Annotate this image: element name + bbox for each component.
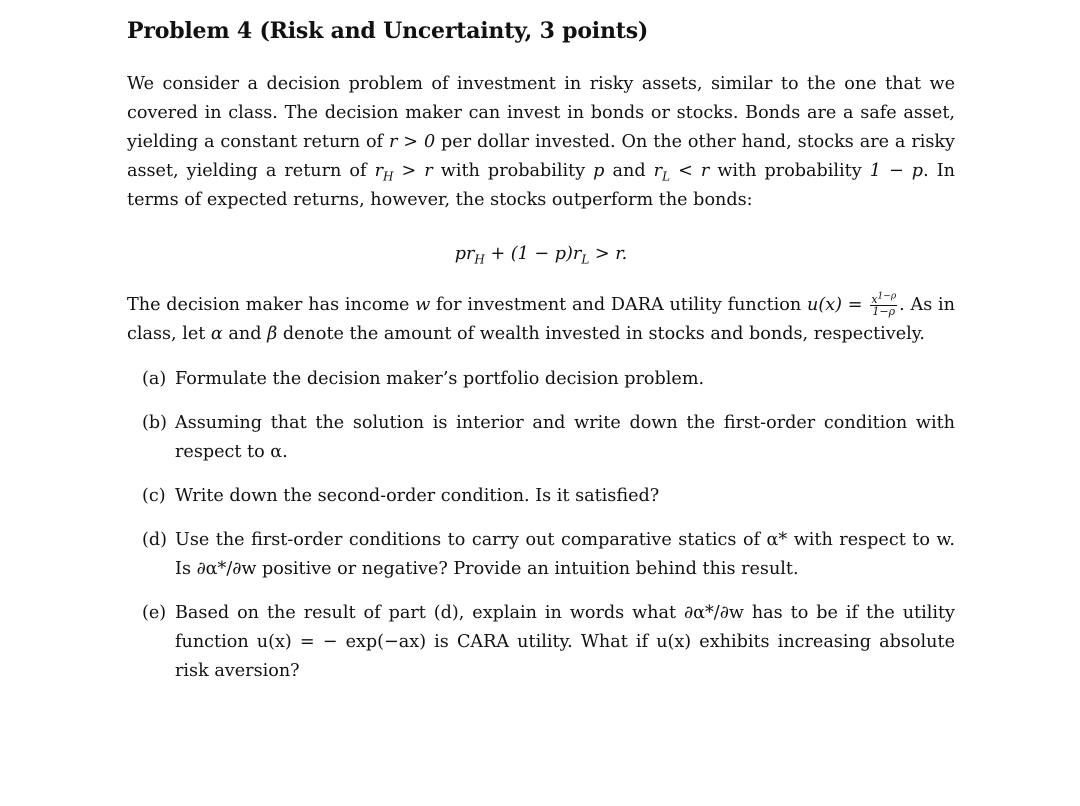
utility-text-1: The decision maker has income — [127, 295, 416, 315]
alpha-symbol: α — [210, 324, 223, 344]
return-bond-condition: r > 0 — [388, 132, 436, 152]
question-c — [127, 482, 955, 511]
utility-text-4: and — [222, 324, 268, 344]
question-label: (d) — [142, 530, 167, 550]
income-symbol: w — [415, 295, 431, 315]
utility-paragraph — [127, 291, 955, 349]
expected-return-equation: $pr_H + (1 - p)r_L > r$. — [454, 244, 628, 267]
question-label: (e) — [142, 603, 167, 623]
high-return-symbol: $r_H > r$ — [374, 161, 433, 184]
intro-text-3: with probability — [432, 161, 594, 181]
intro-text-1: We consider a decision problem of investment in risky assets, similar to the one that we covered in class. The decision maker can invest in bonds or stocks. Bonds are a safe asset, yielding a constant return of — [127, 74, 955, 152]
probability-symbol: p — [593, 161, 605, 181]
question-text: Formulate the decision maker’s portfolio decision problem. — [175, 369, 705, 389]
utility-text-3: . As in class, let — [127, 295, 955, 344]
low-return-symbol: $r_L < r$ — [653, 161, 710, 184]
utility-text-5: denote the amount of wealth invested in stocks and bonds, respectively. — [277, 324, 925, 344]
question-a — [127, 365, 955, 394]
question-e — [127, 599, 955, 686]
question-d — [127, 526, 955, 584]
utility-fraction: $\frac{x^{1-\rho}}{1-\rho}$ — [871, 290, 897, 318]
intro-paragraph — [127, 70, 955, 215]
intro-text-6: . In terms of expected returns, however, the stocks outperform the bonds: — [127, 161, 955, 210]
intro-text-5: with probability — [709, 161, 870, 181]
question-text: Assuming that the solution is interior and write down the first-order condition with respect to α. — [175, 413, 955, 462]
question-text: Use the first-order conditions to carry out comparative statics of α* with respect to w. Is ∂α*/∂w positive or negative? Provide an intuition behind this result. — [175, 530, 955, 579]
question-text: Write down the second-order condition. Is it satisfied? — [175, 486, 660, 506]
question-list — [127, 365, 955, 686]
utility-text-2: for investment and DARA utility function — [430, 295, 808, 315]
problem-page — [127, 14, 955, 701]
question-b — [127, 409, 955, 467]
complement-probability: 1 − p — [869, 161, 924, 181]
question-label: (b) — [142, 413, 167, 433]
intro-text-4: and — [604, 161, 654, 181]
question-text: Based on the result of part (d), explain in words what ∂α*/∂w has to be if the utility function u(x) = − exp(−ax) is CARA utility. What if u(x) exhibits increasing absolute risk aversion? — [175, 603, 955, 681]
problem-title: Problem 4 (Risk and Uncertainty, 3 points) — [127, 18, 649, 44]
question-label: (a) — [142, 369, 167, 389]
utility-function: u(x) = — [807, 295, 869, 315]
intro-text-2: per dollar invested. On the other hand, stocks are a risky asset, yielding a return of — [127, 132, 955, 181]
beta-symbol: β — [267, 324, 278, 344]
question-label: (c) — [142, 486, 166, 506]
